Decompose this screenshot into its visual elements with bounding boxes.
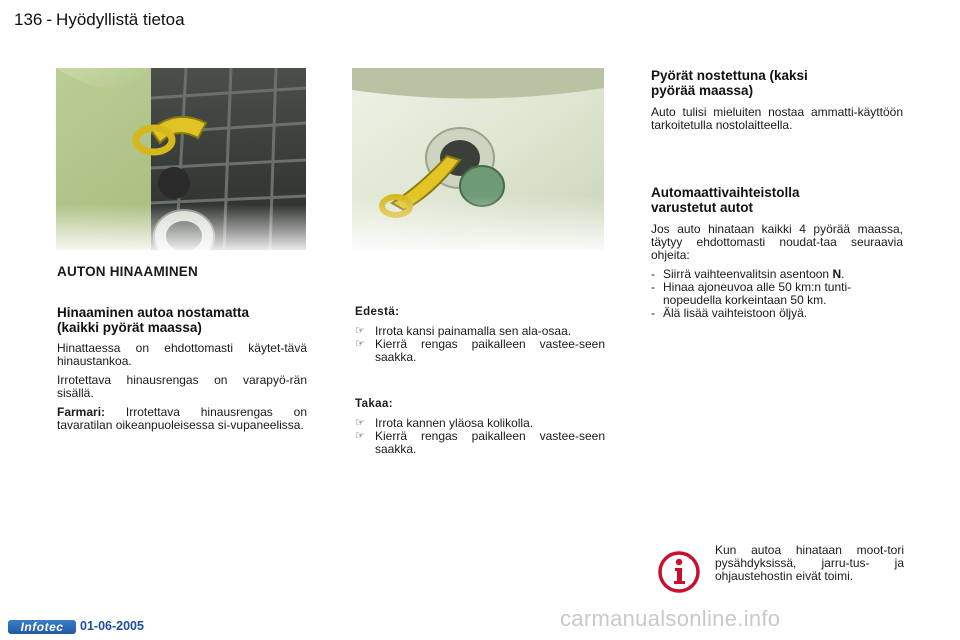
footer-date: 01-06-2005: [80, 619, 144, 633]
estate-label: Farmari:: [57, 405, 106, 419]
hand-pointer-icon: ☞: [355, 430, 365, 442]
front-steps-list: [355, 325, 605, 364]
list-item: ☞ Irrota kannen yläosa kolikolla.: [355, 416, 534, 430]
section-title-line1: Automaattivaihteistolla: [651, 185, 800, 200]
page-title: Hyödyllistä tietoa: [56, 10, 185, 29]
rear-label: Takaa:: [355, 398, 393, 410]
paragraph-towbar: Hinattaessa on ehdottomasti käytet-tävä hinaustankoa.: [57, 341, 307, 368]
list-item: - Hinaa ajoneuvoa alle 50 km:n tunti-nopeudella korkeintaan 50 km.: [651, 280, 852, 307]
front-instructions: [355, 306, 605, 364]
front-label: Edestä:: [355, 306, 400, 318]
info-icon: [657, 550, 701, 594]
section-title-line1: Pyörät nostettuna (kaksi: [651, 68, 808, 83]
rear-instructions: [355, 398, 605, 456]
towing-eye-front-photo: [56, 68, 306, 250]
section-title-lifted: [651, 68, 903, 98]
towing-eye-front-illustration: [56, 68, 306, 250]
list-item: ☞ Kierrä rengas paikalleen vastee-seen saakka.: [355, 337, 605, 364]
paragraph-lifting-device: Auto tulisi mieluiten nostaa ammatti-käyttöön tarkoitetulla nostolaitteella.: [651, 105, 903, 132]
estate-text: Irrotettava hinausrengas on tavaratilan oikeanpuoleisessa si-vupaneelissa.: [57, 405, 308, 432]
paragraph-four-wheels: Jos auto hinataan kaikki 4 pyörää maassa, täytyy ehdottomasti noudat-taa seuraavia ohjeita:: [651, 222, 903, 262]
section-title-line1: Hinaaminen autoa nostamatta: [57, 305, 250, 320]
hand-pointer-icon: ☞: [355, 325, 365, 337]
towing-eye-rear-illustration: [352, 68, 604, 250]
section-automatic: [651, 185, 903, 320]
header-separator: -: [46, 10, 53, 29]
hand-pointer-icon: ☞: [355, 417, 365, 429]
section-title-line2: (kaikki pyörät maassa): [57, 320, 202, 335]
section-title-line2: pyörää maassa): [651, 83, 754, 98]
main-heading: AUTON HINAAMINEN: [57, 264, 198, 279]
paragraph-estate: [57, 406, 307, 432]
list-item: ☞ Irrota kansi painamalla sen ala-osaa.: [355, 324, 572, 338]
automatic-steps-list: [651, 268, 903, 320]
hand-pointer-icon: ☞: [355, 338, 365, 350]
towing-eye-rear-photo: [352, 68, 604, 250]
rear-steps-list: [355, 417, 605, 456]
info-note: Kun autoa hinataan moot-tori pysähdyksissä, jarru-tus- ja ohjaustehostin eivät toimi.: [715, 543, 904, 583]
list-item: - Siirrä vaihteenvalitsin asentoon N.: [651, 267, 845, 281]
infotec-logo: Infotec: [8, 620, 76, 634]
section-lifted: [651, 68, 903, 132]
page-header: [14, 10, 185, 30]
page-number: 136: [14, 10, 43, 29]
info-circle-icon: [657, 550, 701, 594]
section-title-no-lift: [57, 305, 307, 335]
section-title-line2: varustetut autot: [651, 200, 754, 215]
paragraph-towing-ring-location: Irrotettava hinausrengas on varapyö-rän sisällä.: [57, 373, 307, 400]
section-title-automatic: [651, 185, 903, 215]
watermark: carmanualsonline.info: [560, 606, 781, 631]
list-item: - Älä lisää vaihteistoon öljyä.: [651, 306, 808, 320]
section-no-lift: [57, 305, 307, 432]
list-item: ☞ Kierrä rengas paikalleen vastee-seen saakka.: [355, 429, 605, 456]
